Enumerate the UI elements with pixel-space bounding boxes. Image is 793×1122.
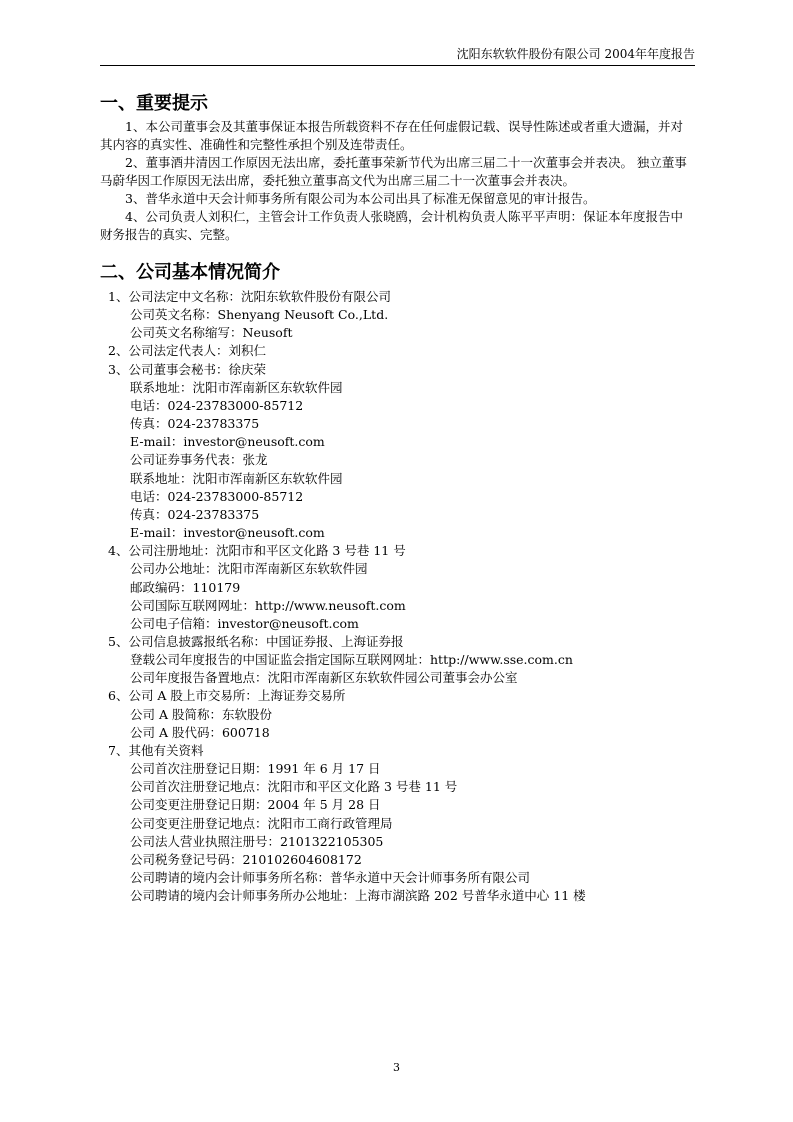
info-line: 公司法人营业执照注册号：2101322105305 bbox=[130, 833, 384, 849]
header-divider bbox=[100, 65, 695, 66]
section-heading-important-notice: 一、重要提示 bbox=[100, 93, 208, 114]
info-line: 公司税务登记号码：210102604608172 bbox=[130, 851, 362, 867]
info-line: 公司首次注册登记地点：沈阳市和平区文化路 3 号巷 11 号 bbox=[130, 779, 458, 795]
info-line: 公司聘请的境内会计师事务所办公地址：上海市湖滨路 202 号普华永道中心 11 楼 bbox=[130, 888, 586, 904]
info-line: 公司国际互联网网址：http://www.neusoft.com bbox=[130, 597, 406, 613]
info-line: 公司办公地址：沈阳市浑南新区东软软件园 bbox=[130, 561, 368, 577]
info-line: 公司年度报告备置地点：沈阳市浑南新区东软软件园公司董事会办公室 bbox=[130, 670, 518, 686]
info-line: E-mail：investor@neusoft.com bbox=[130, 525, 325, 541]
info-line: 7、其他有关资料 bbox=[108, 742, 204, 758]
info-line: 4、公司注册地址：沈阳市和平区文化路 3 号巷 11 号 bbox=[108, 543, 406, 559]
info-line: 公司变更注册登记地点：沈阳市工商行政管理局 bbox=[130, 815, 393, 831]
info-line: 邮政编码：110179 bbox=[130, 579, 241, 595]
info-line: 登载公司年度报告的中国证监会指定国际互联网网址：http://www.sse.com.cn bbox=[130, 652, 573, 668]
info-line: 2、公司法定代表人：刘积仁 bbox=[108, 343, 266, 359]
info-line: 3、公司董事会秘书：徐庆荣 bbox=[108, 361, 266, 377]
info-line: 6、公司 A 股上市交易所：上海证券交易所 bbox=[108, 688, 346, 704]
notice-paragraph-3: 3、普华永道中天会计师事务所有限公司为本公司出具了标准无保留意见的审计报告。 bbox=[125, 191, 596, 206]
info-line: 5、公司信息披露报纸名称：中国证券报、上海证券报 bbox=[108, 633, 404, 649]
page-body bbox=[100, 92, 695, 905]
notice-paragraph-1: 1、本公司董事会及其董事保证本报告所载资料不存在任何虚假记载、误导性陈述或者重大遗漏，并对其内容的真实性、准确性和完整性承担个别及连带责任。 bbox=[100, 119, 683, 152]
info-line: 公司聘请的境内会计师事务所名称：普华永道中天会计师事务所有限公司 bbox=[130, 870, 531, 885]
info-line: 公司证券事务代表：张龙 bbox=[130, 452, 268, 468]
info-line: 电话：024-23783000-85712 bbox=[130, 488, 304, 504]
info-line: E-mail：investor@neusoft.com bbox=[130, 434, 325, 450]
notice-paragraph-4: 4、公司负责人刘积仁，主管会计工作负责人张晓鸥，会计机构负责人陈平平声明：保证本年度报告中财务报告的真实、完整。 bbox=[100, 209, 683, 242]
page-number: 3 bbox=[393, 1061, 400, 1074]
info-line: 公司 A 股代码：600718 bbox=[130, 724, 270, 740]
info-line: 1、公司法定中文名称：沈阳东软软件股份有限公司 bbox=[108, 289, 391, 304]
info-line: 传真：024-23783375 bbox=[130, 506, 260, 522]
info-line: 电话：024-23783000-85712 bbox=[130, 397, 304, 413]
section-heading-company-profile: 二、公司基本情况简介 bbox=[100, 262, 280, 283]
info-line: 公司英文名称：Shenyang Neusoft Co.,Ltd. bbox=[130, 307, 389, 323]
info-line: 公司首次注册登记日期：1991 年 6 月 17 日 bbox=[130, 761, 381, 777]
running-header: 沈阳东软软件股份有限公司 2004年年度报告 bbox=[456, 47, 695, 61]
company-info-list bbox=[100, 288, 695, 905]
info-line: 公司电子信箱：investor@neusoft.com bbox=[130, 615, 359, 631]
notice-paragraph-2: 2、董事酒井清因工作原因无法出席，委托董事荣新节代为出席三届二十一次董事会并表决。 独立董事马蔚华因工作原因无法出席，委托独立董事高文代为出席三届二十一次董事会并表决。 bbox=[100, 155, 687, 188]
info-line: 公司英文名称缩写：Neusoft bbox=[130, 325, 293, 341]
info-line: 传真：024-23783375 bbox=[130, 416, 260, 432]
info-line: 联系地址：沈阳市浑南新区东软软件园 bbox=[130, 379, 343, 395]
info-line: 公司变更注册登记日期：2004 年 5 月 28 日 bbox=[130, 797, 381, 813]
info-line: 公司 A 股简称：东软股份 bbox=[130, 706, 272, 722]
info-line: 联系地址：沈阳市浑南新区东软软件园 bbox=[130, 470, 343, 486]
